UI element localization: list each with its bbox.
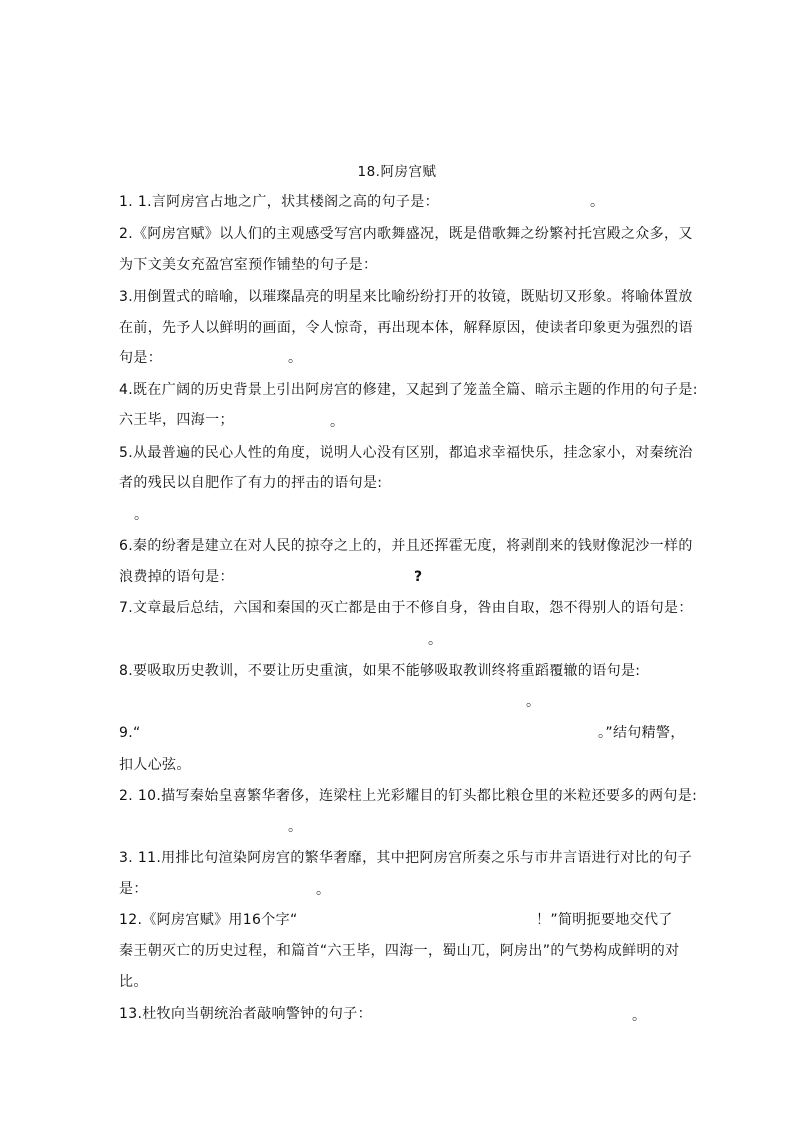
question-2-line-2: 为下文美女充盈宫室预作铺垫的句子是： (119, 257, 378, 273)
question-11-line-1: 3. 11.用排比句渲染阿房宫的繁华奢靡，其中把阿房宫所奏之乐与市井言语进行对比的句子 (119, 850, 693, 866)
question-5-end-mark: 。 (134, 507, 148, 523)
question-6-end-mark: ? (414, 569, 423, 585)
question-10-line-1: 2. 10.描写秦始皇喜繁华奢侈，连梁柱上光彩耀目的钉头都比粮仓里的米粒还要多的两句是: (119, 788, 698, 804)
question-10-end-mark: 。 (288, 819, 302, 835)
question-8-end-mark: 。 (526, 694, 540, 710)
question-12-line-3: 比。 (119, 974, 148, 990)
question-12-line-2: 秦王朝灭亡的历史过程，和篇首“六王毕，四海一，蜀山兀，阿房出”的气势构成鲜明的对 (119, 943, 680, 959)
question-3-end-mark: 。 (288, 350, 302, 366)
question-11-end-mark: 。 (316, 882, 330, 898)
question-8-line-1: 8.要吸取历史教训，不要让历史重演，如果不能够吸取教训终将重蹈覆辙的语句是: (119, 663, 641, 679)
question-2-line-1: 2.《阿房宫赋》以人们的主观感受写宫内歌舞盛况，既是借歌舞之纷繁衬托宫殿之众多，又 (119, 226, 693, 242)
question-1-end-mark: 。 (590, 194, 604, 210)
question-7-end-mark: 。 (428, 632, 442, 648)
question-4-end-mark: 。 (330, 414, 344, 430)
question-4-line-2: 六王毕，四海一； (119, 412, 234, 428)
question-6-line-2: 浪费掉的语句是： (119, 569, 234, 585)
question-13-line-1: 13.杜牧向当朝统治者敲响警钟的句子： (119, 1006, 372, 1022)
question-12-line-1-end: ！”简明扼要地交代了 (536, 912, 673, 928)
question-6-line-1: 6.秦的纷奢是建立在对人民的掠夺之上的，并且还挥霍无度，将剥削来的钱财像泥沙一样的 (119, 538, 693, 554)
question-9-line-2: 扣人心弦。 (119, 757, 191, 773)
question-11-line-2: 是： (119, 881, 148, 897)
question-9-line-1-start: 9.“ (119, 725, 141, 741)
question-5-line-2: 者的残民以自肥作了有力的抨击的语句是: (119, 475, 383, 491)
question-3-line-2: 在前，先予人以鲜明的画面，令人惊奇，再出现本体，解释原因，使读者印象更为强烈的语 (119, 320, 693, 336)
question-3-line-1: 3.用倒置式的暗喻，以璀璨晶亮的明星来比喻纷纷打开的妆镜，既贴切又形象。将喻体置放 (119, 289, 693, 305)
question-13-end-mark: 。 (632, 1008, 646, 1024)
question-5-line-1: 5.从最普遍的民心人性的角度，说明人心没有区别，都追求幸福快乐，挂念家小，对秦统治 (119, 445, 693, 461)
page-title: 18.阿房宫赋 (357, 164, 437, 180)
question-12-line-1-start: 12.《阿房宫赋》用16个字“ (119, 912, 298, 928)
question-3-line-3: 句是： (119, 350, 163, 366)
question-9-line-1-end: 。”结句精警， (598, 725, 685, 741)
question-7-line-1: 7.文章最后总结，六国和秦国的灭亡都是由于不修自身，咎由自取，怨不得别人的语句是： (119, 600, 693, 616)
question-4-line-1: 4.既在广阔的历史背景上引出阿房宫的修建，又起到了笼盖全篇、暗示主题的作用的句子是: (119, 382, 698, 398)
question-1-line: 1. 1.言阿房宫占地之广，状其楼阁之高的句子是： (119, 194, 439, 210)
